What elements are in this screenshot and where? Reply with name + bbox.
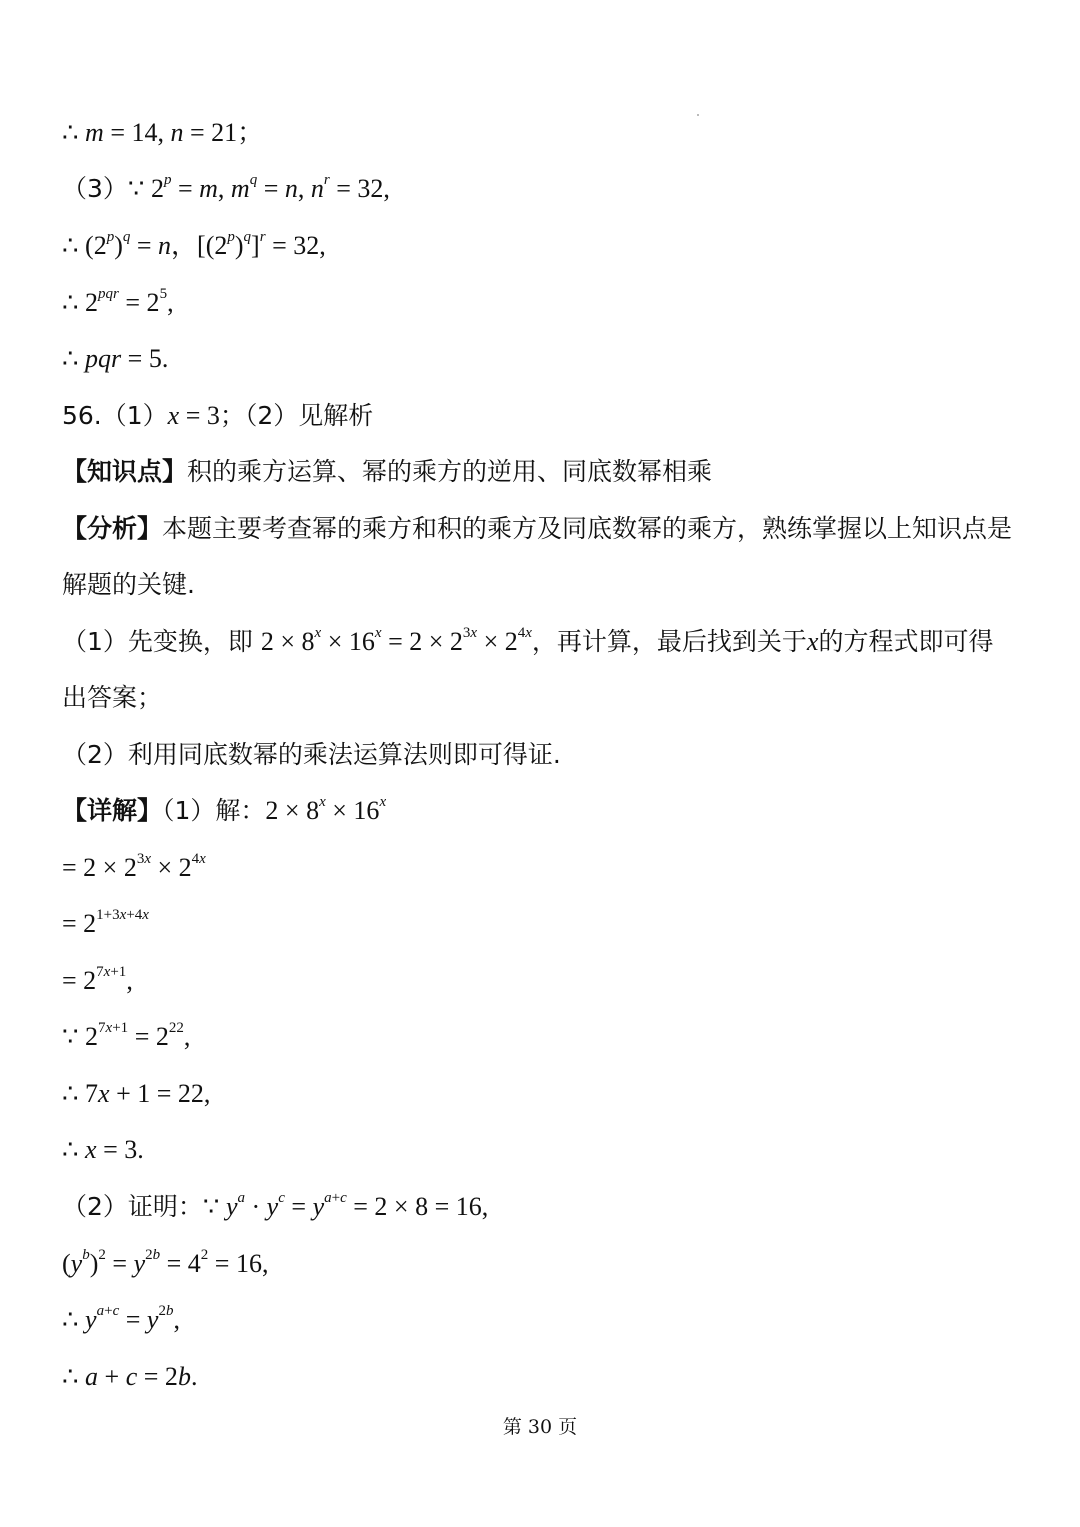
solution-step: = $2^{1+3x+4x}$ <box>62 907 149 938</box>
answer-56: 56.（1）x = 3；（2）见解析 <box>62 401 374 430</box>
solution-step: ∴ 7x + 1 = 22, <box>62 1079 211 1108</box>
step-label: （3） <box>62 174 128 203</box>
equation-m-n: ∴ m = 14, n = 21； <box>62 118 264 147</box>
proof-step: ∴ $y^{a+c} = y^{2b}$, <box>62 1303 180 1334</box>
proof-heading: （2）证明：∵ $y^a \cdot y^c = y^{a+c} = 2 \times 8 = 16$, <box>62 1190 489 1221</box>
page-number: 第 30 页 <box>502 1416 578 1438</box>
knowledge-points: 【知识点】积的乘方运算、幂的乘方的逆用、同底数幂相乘 <box>62 457 713 486</box>
section-tag: 【分析】 <box>62 514 163 543</box>
solution-step: = $2 \times 2^{3x} \times 2^{4x}$ <box>62 851 206 882</box>
solution-step: = $2^{7x+1}$, <box>62 964 133 995</box>
analysis-step-1-cont: 出答案； <box>62 683 163 712</box>
analysis-step-2: （2）利用同底数幂的乘法运算法则即可得证. <box>62 740 561 769</box>
proof-step: $(y^b)^2 = y^{2b} = 4^2 = 16$, <box>62 1247 269 1278</box>
analysis-paragraph-cont: 解题的关键. <box>62 570 195 599</box>
equation-substitution: ∴ $(2^p)^q = n$，$[(2^p)^q]^r = 32$, <box>62 229 326 260</box>
equation-pqr: ∴ pqr = 5. <box>62 344 169 373</box>
scan-speck <box>697 114 699 116</box>
solution-step: ∵ $2^{7x+1} = 2^{22}$, <box>62 1020 191 1051</box>
section-tag: 【知识点】 <box>62 457 188 486</box>
solution-heading: 【详解】（1）解：$2 \times 8^x \times 16^x$ <box>62 794 387 825</box>
step-3-given: （3）∵ $2^p = m$, $m^q = n$, $n^r = 32$, <box>62 172 390 203</box>
proof-result: ∴ a + c = 2b. <box>62 1362 198 1391</box>
analysis-paragraph: 【分析】本题主要考查幂的乘方和积的乘方及同底数幂的乘方，熟练掌握以上知识点是 <box>62 514 1013 543</box>
equation-power-equal: ∴ $2^{pqr} = 2^5$, <box>62 286 174 317</box>
analysis-step-1: （1）先变换，即 $2 \times 8^x \times 16^x = 2 \times 2^{3x} \times 2^{4x}$，再计算，最后找到关于x的方程式即可得 <box>62 625 994 656</box>
section-tag: 【详解】 <box>62 796 163 825</box>
solution-result: ∴ x = 3. <box>62 1135 144 1164</box>
